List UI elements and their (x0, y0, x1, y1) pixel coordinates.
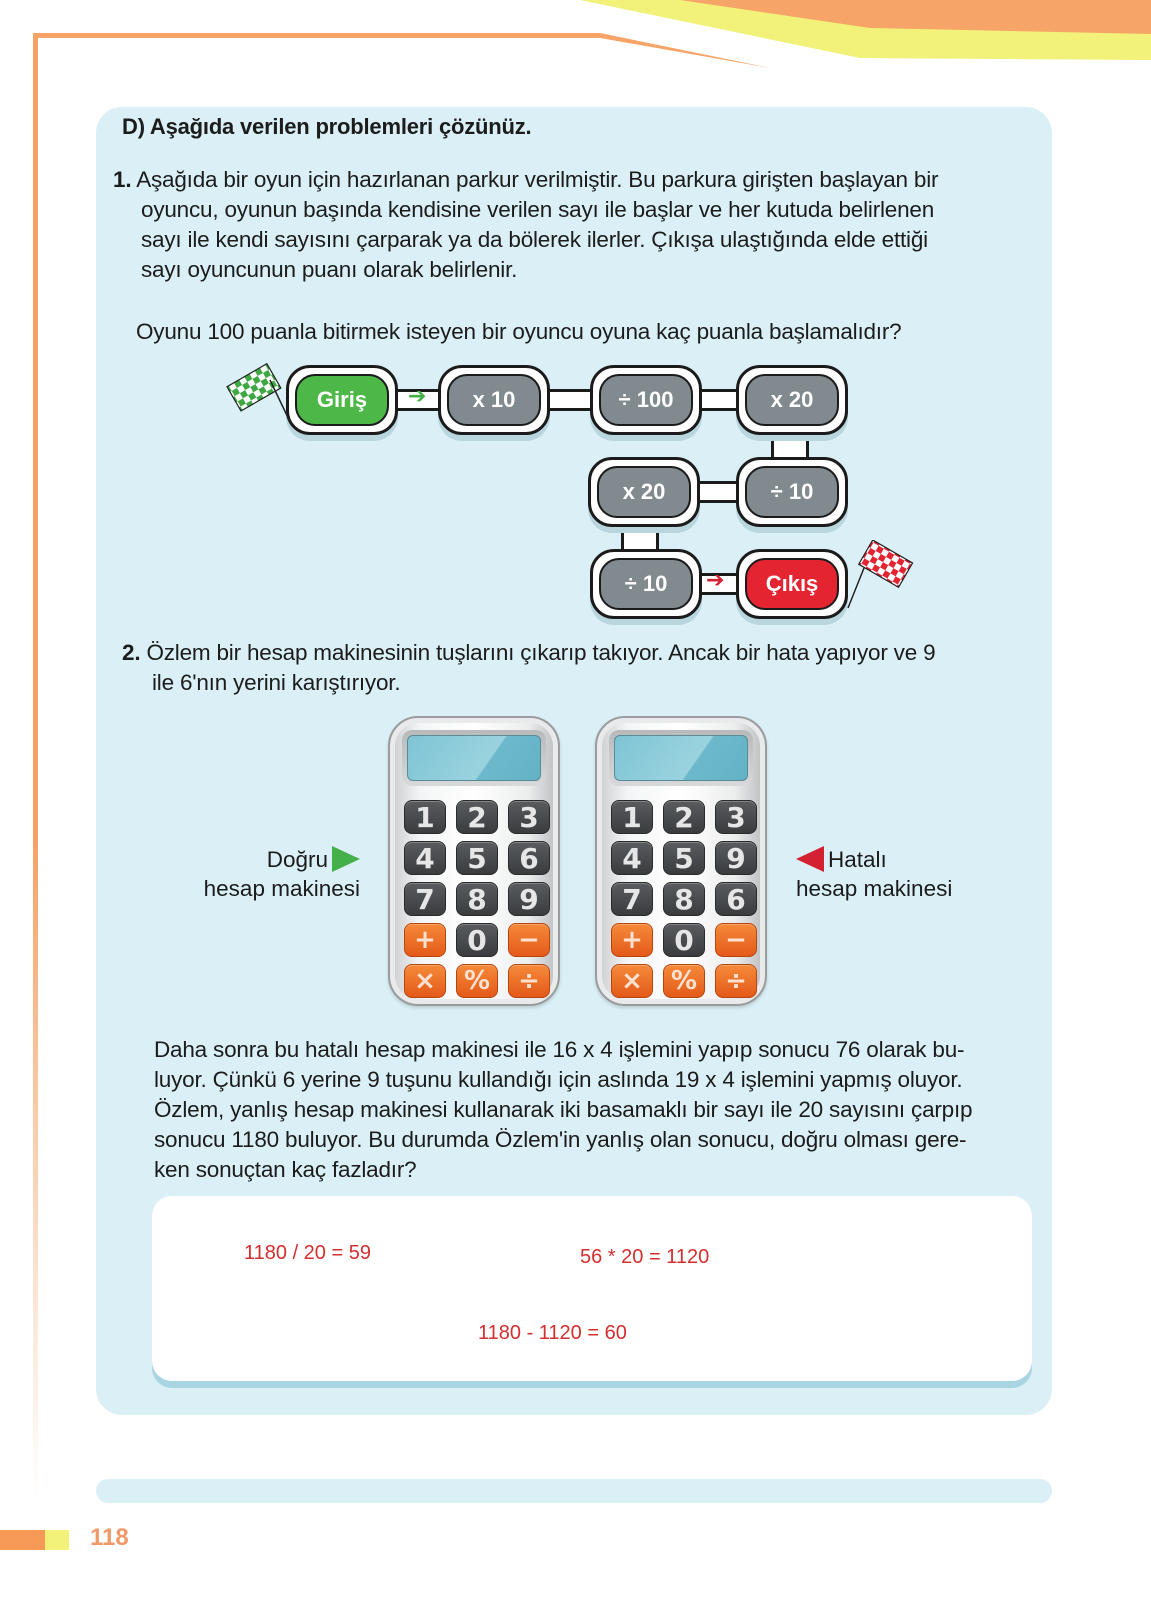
track-node-step-6: ÷ 10 (590, 549, 702, 619)
track-node-step-5: x 20 (588, 457, 700, 527)
key-multiply: × (611, 964, 653, 998)
key-9: 9 (508, 882, 550, 916)
key-7: 7 (611, 882, 653, 916)
key-3: 3 (715, 800, 757, 834)
key-percent: % (456, 964, 498, 998)
key-0: 0 (663, 923, 705, 957)
key-0: 0 (456, 923, 498, 957)
calculator-keypad (611, 800, 755, 998)
key-5: 5 (663, 841, 705, 875)
key-minus: − (715, 923, 757, 957)
track-node-start: Giriş (286, 365, 398, 435)
left-margin-rule (33, 33, 38, 1503)
finish-flag-icon (846, 540, 916, 610)
problem-2-text: 2. Özlem bir hesap makinesinin tuşlarını çıkarıp takıyor. Ancak bir hata yapıyor ve 9 ile 6'nın yerini karıştırıyor. (122, 640, 936, 695)
calculator-screen (614, 735, 748, 781)
answer-line-3: 1180 - 1120 = 60 (478, 1322, 627, 1344)
track-node-end: Çıkış (736, 549, 848, 619)
page-tab-yellow (45, 1530, 69, 1550)
page-tab-orange (0, 1530, 45, 1550)
calculator-screen (407, 735, 541, 781)
key-4: 4 (404, 841, 446, 875)
answer-line-2: 56 * 20 = 1120 (580, 1246, 710, 1268)
track-node-step-1: x 10 (438, 365, 550, 435)
header-decoration (0, 0, 1151, 80)
answer-box[interactable] (152, 1196, 1032, 1381)
answer-line-1: 1180 / 20 = 59 (244, 1242, 371, 1264)
faulty-calculator (595, 716, 767, 1006)
key-4: 4 (611, 841, 653, 875)
arrow-left-icon (796, 846, 824, 872)
problem-1-text: 1. Aşağıda bir oyun için hazırlanan parkur verilmiştir. Bu parkura girişten başlayan bir oyuncu, oyunun başında kendisine verilen sayı ile başlar ve her kutuda belirlenen sayı ile kendi sayısını çarparak ya da bölerek ilerler. Çıkışa ulaştığında elde ettiği sayı oyuncunun puanı olarak belirlenir. (113, 167, 939, 282)
key-9-swapped: 9 (715, 841, 757, 875)
key-6-swapped: 6 (715, 882, 757, 916)
key-plus: + (404, 923, 446, 957)
key-6: 6 (508, 841, 550, 875)
key-8: 8 (663, 882, 705, 916)
key-3: 3 (508, 800, 550, 834)
page-number: 118 (90, 1524, 129, 1551)
key-percent: % (663, 964, 705, 998)
key-2: 2 (456, 800, 498, 834)
section-heading: D) Aşağıda verilen problemleri çözünüz. (122, 114, 532, 139)
key-2: 2 (663, 800, 705, 834)
faulty-calculator-caption: Hatalı hesap makinesi (796, 847, 953, 901)
key-8: 8 (456, 882, 498, 916)
key-divide: ÷ (508, 964, 550, 998)
key-1: 1 (404, 800, 446, 834)
key-7: 7 (404, 882, 446, 916)
arrow-right-icon (332, 846, 360, 872)
key-divide: ÷ (715, 964, 757, 998)
footer-bar (96, 1479, 1052, 1503)
problem-2-number: 2. (122, 640, 141, 665)
key-plus: + (611, 923, 653, 957)
key-multiply: × (404, 964, 446, 998)
problem-2-body: Daha sonra bu hatalı hesap makinesi ile 16 x 4 işlemini yapıp sonucu 76 olarak bu- luyor. Çünkü 6 yerine 9 tuşunu kullandığı için aslında 19 x 4 işlemini yapmış oluyor. Özlem, yanlış hesap makinesi kullanarak iki basamaklı bir sayı ile 20 sayısını çarpıp sonucu 1180 buluyor. Bu durumda Özlem'in yanlış olan sonucu, doğru olması gere- ken sonuçtan kaç fazladır? (154, 1037, 973, 1182)
problem-1-question: Oyunu 100 puanla bitirmek isteyen bir oyuncu oyuna kaç puanla başlamalıdır? (136, 319, 902, 344)
end-arrow-icon: ➔ (706, 568, 725, 593)
correct-calculator (388, 716, 560, 1006)
track-node-step-4: ÷ 10 (736, 457, 848, 527)
key-1: 1 (611, 800, 653, 834)
track-node-step-3: x 20 (736, 365, 848, 435)
problem-1-number: 1. (113, 167, 132, 192)
track-link (548, 389, 592, 411)
track-node-step-2: ÷ 100 (590, 365, 702, 435)
start-arrow-icon: ➔ (408, 384, 427, 409)
correct-calculator-caption: Doğru hesap makinesi (203, 847, 360, 901)
start-flag-icon (226, 360, 296, 430)
key-minus: − (508, 923, 550, 957)
key-5: 5 (456, 841, 498, 875)
calculator-keypad (404, 800, 548, 998)
